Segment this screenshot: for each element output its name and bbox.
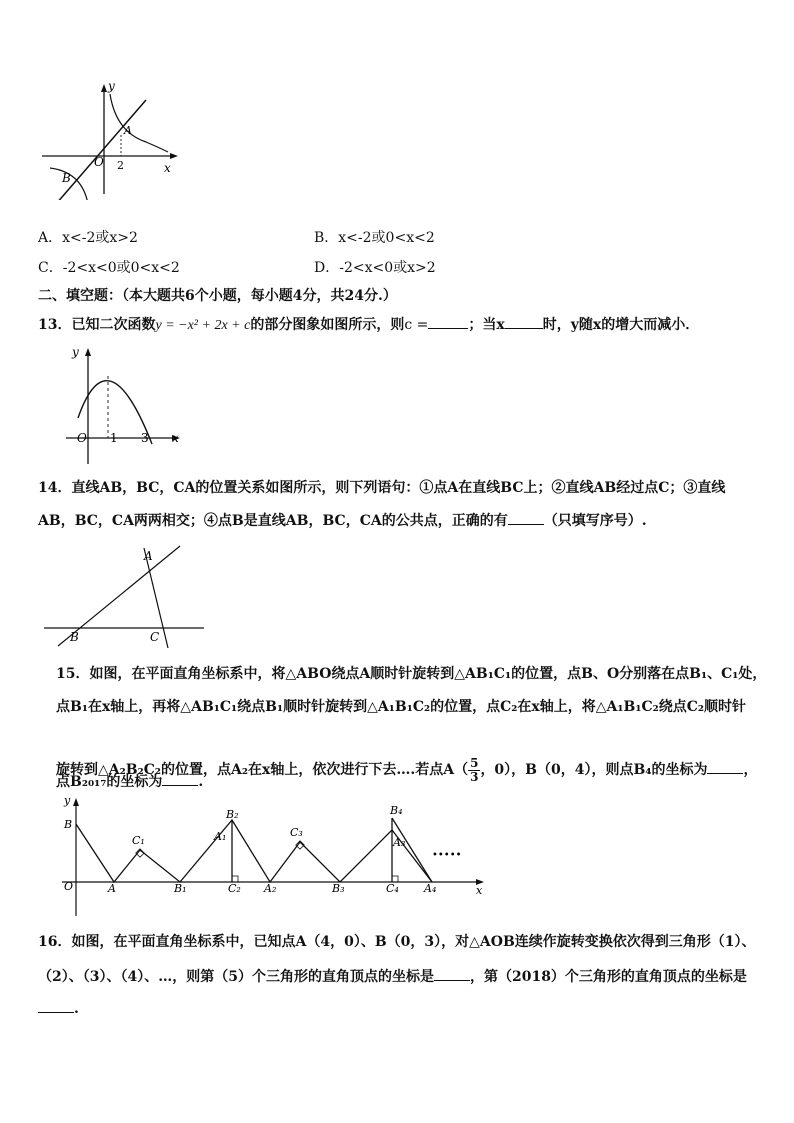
q13-fig-label-1: 1 <box>110 431 118 445</box>
q15-fig-label-a: A <box>108 882 116 895</box>
q15-frac-den: 3 <box>470 769 479 784</box>
q15-fig-label-a4: A₄ <box>424 882 437 895</box>
q13-pre: 13．已知二次函数 <box>38 317 156 333</box>
q13-stem <box>38 314 699 336</box>
q15-figure <box>56 790 496 922</box>
q15-blank-b2017[interactable] <box>162 771 198 786</box>
q13-post: 时，y随x的增大而减小． <box>542 317 700 333</box>
q13-fig-label-x: x <box>172 431 179 445</box>
q12-option-c: C．-2<x<0或0<x<2 <box>38 260 180 276</box>
q13-formula: y = −x² + 2x + c <box>155 318 251 333</box>
q15-frac-num: 5 <box>470 755 479 770</box>
q15-fraction <box>468 757 480 784</box>
q14-line2a: AB，BC，CA两两相交；④点B是直线AB，BC，CA的公共点，正确的有 <box>38 513 508 529</box>
q14-line2b: （只填写序号）. <box>543 513 647 529</box>
q14-line1: 14．直线AB，BC，CA的位置关系如图所示，则下列语句：①点A在直线BC上；②直线AB经过点C；③直线 <box>38 480 726 496</box>
q15-fig-label-b2: B₂ <box>226 808 239 821</box>
q15-line3b: ，0），B（0，4），则点B₄的坐标为 <box>480 762 708 778</box>
q12-fig-label-x: x <box>164 161 171 175</box>
q16-line1: 16．如图，在平面直角坐标系中，已知点A（4，0）、B（0，3），对△AOB连续作旋转变换依次得到三角形（1）、 <box>38 934 756 950</box>
q15-blank-b4[interactable] <box>707 759 743 774</box>
q15-line1: 15．如图，在平面直角坐标系中，将△ABO绕点A顺时针旋转到△AB₁C₁的位置，点B、O分别落在点B₁、C₁处， <box>56 666 767 682</box>
q13-fig-label-y: y <box>72 345 79 359</box>
q12-fig-label-o: O <box>94 155 104 169</box>
q15-line3c: ， <box>743 762 758 778</box>
q14-blank[interactable] <box>508 510 544 525</box>
q15-fig-label-y: y <box>64 794 71 807</box>
q15-fig-label-b4: B₄ <box>390 804 403 817</box>
q15-fig-label-c3: C₃ <box>290 826 303 839</box>
q15-fig-label-b3: B₃ <box>332 882 345 895</box>
q15-fig-label-c2: C₂ <box>228 882 241 895</box>
q12-fig-label-b: B <box>62 171 71 185</box>
q13-mid2: ；当x <box>468 317 505 333</box>
q13-fig-label-3: 3 <box>141 431 149 445</box>
q13-blank-c[interactable] <box>428 314 468 329</box>
q14-fig-label-c: C <box>150 630 160 644</box>
section-fill-blank-title: 二、填空题：（本大题共6个小题，每小题4分，共24分.） <box>38 288 397 304</box>
q14-fig-label-b: B <box>70 630 79 644</box>
q15-line3a: 旋转到△A₂B₂C₂的位置，点A₂在x轴上，依次进行下去….若点A（ <box>56 762 469 778</box>
q13-mid: 的部分图象如图所示，则 <box>250 317 405 333</box>
q16-line3-end: . <box>74 1001 79 1017</box>
q13-figure <box>60 344 190 464</box>
q15-fig-label-a3: A₃ <box>393 836 406 849</box>
q12-option-a: A．x<-2或x>2 <box>38 230 138 246</box>
q15-fig-ellipsis: ••••• <box>432 850 462 861</box>
q15-fig-label-x: x <box>476 884 483 897</box>
q16-line2b: ，第（2018）个三角形的直角顶点的坐标是 <box>469 969 747 985</box>
q15-line2: 点B₁在x轴上，再将△AB₁C₁绕点B₁顺时针旋转到△A₁B₁C₂的位置，点C₂在x轴上，将△A₁B₁C₂绕点C₂顺时针 <box>56 699 747 715</box>
q15-line4a: 点B₂₀₁₇的坐标为 <box>56 774 163 790</box>
q14-figure <box>40 540 210 650</box>
q12-fig-label-2: 2 <box>117 159 124 172</box>
q12-option-b: B．x<-2或0<x<2 <box>314 230 435 246</box>
q12-fig-label-y: y <box>108 80 115 93</box>
q12-fig-label-a: A <box>124 124 132 137</box>
q15-fig-label-a1: A₁ <box>214 830 227 843</box>
q15-fig-label-b: B <box>64 818 73 831</box>
q12-figure <box>38 80 188 200</box>
q15-fig-label-c4: C₄ <box>386 882 399 895</box>
q16-line2 <box>38 966 747 987</box>
q13-fig-label-o: O <box>77 431 87 445</box>
q15-fig-label-a2: A₂ <box>264 882 277 895</box>
q16-line3 <box>38 998 79 1019</box>
q13-c-eq: c = <box>404 317 429 333</box>
q15-fig-label-b1: B₁ <box>174 882 187 895</box>
q16-line2a: （2）、（3）、（4）、…，则第（5）个三角形的直角顶点的坐标是 <box>38 969 434 985</box>
q15-fig-label-c1: C₁ <box>132 834 145 847</box>
q15-line4 <box>56 771 203 792</box>
q14-line2 <box>38 510 647 531</box>
q14-fig-label-a: A <box>144 549 153 563</box>
q15-line4b: . <box>198 774 204 790</box>
q12-option-d: D．-2<x<0或x>2 <box>314 260 436 276</box>
q15-fig-label-o: O <box>64 880 74 893</box>
q16-blank-2018[interactable] <box>38 998 74 1013</box>
q13-blank-x[interactable] <box>505 314 543 329</box>
q16-blank-5[interactable] <box>434 966 470 981</box>
